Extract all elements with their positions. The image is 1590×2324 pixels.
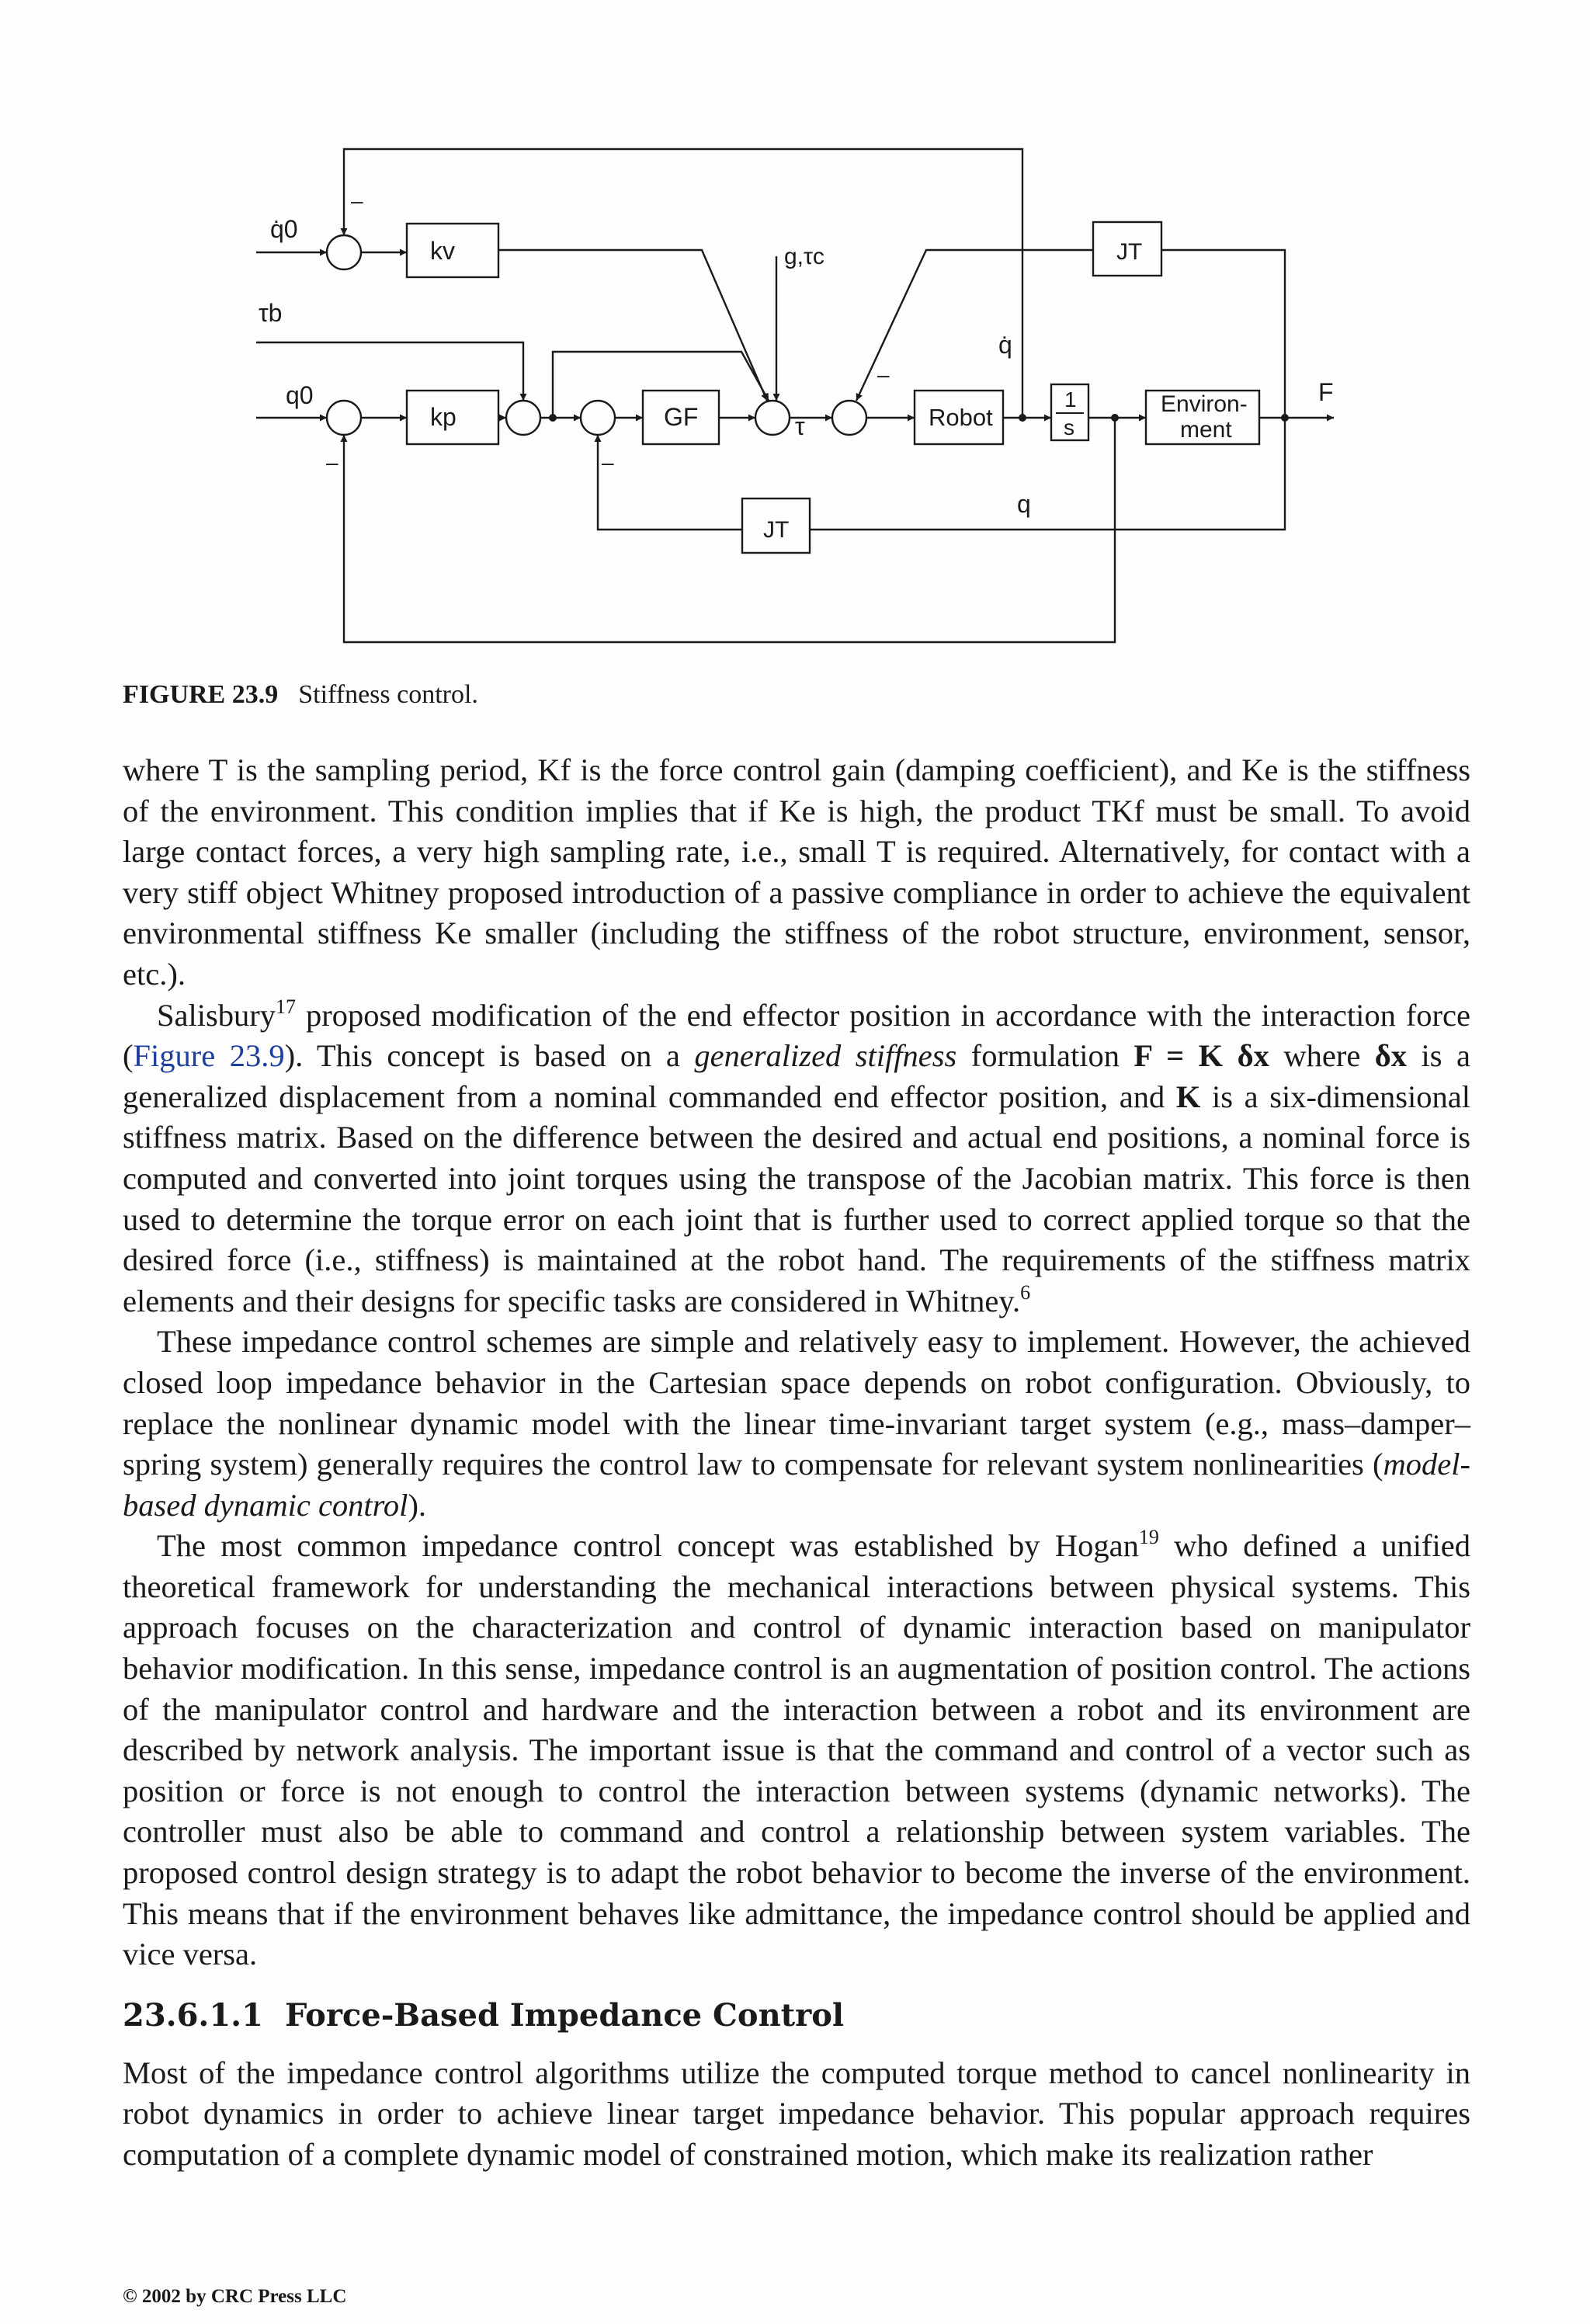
env-label-1: Environ- xyxy=(1161,391,1248,417)
signal-tau: τ xyxy=(795,412,805,440)
sum-junction-position xyxy=(327,401,361,435)
signal-q: q xyxy=(1017,490,1031,518)
signal-F: F xyxy=(1318,378,1334,406)
gf-label: GF xyxy=(664,403,699,431)
paragraph-3: These impedance control schemes are simple and relatively easy to implement. However, the achieved closed loop impedance behavior in the Cartesian space depends on robot configuration. Obviously, to replace the nonlinear dynamic model with the linear time-invariant target system (e.g., mass–damper–spring system) generally requires the control law to compensate for relevant system nonlinearities (model-based dynamic control). xyxy=(123,1324,1470,1523)
minus-sign: – xyxy=(602,450,614,474)
stiffness-control-block-diagram xyxy=(0,0,1590,683)
figure-caption xyxy=(123,680,478,710)
section-title: Force-Based Impedance Control xyxy=(284,1996,845,2034)
minus-sign: – xyxy=(877,363,890,387)
minus-sign: – xyxy=(326,450,338,474)
figure-caption-text: Stiffness control. xyxy=(298,680,478,709)
integrator-num: 1 xyxy=(1064,387,1077,412)
figure-label: FIGURE 23.9 xyxy=(123,680,279,709)
paragraph-1: where T is the sampling period, Kf is the force control gain (damping coefficient), and Ke is the stiffness of the environment. This condition implies that if Ke is high, the product TKf must be small. To avoid large contact forces, a very high sampling rate, i.e., small T is required. Alternatively, for contact with a very stiff object Whitney proposed introduction of a passive compliance in order to achieve the equivalent environmental stiffness Ke smaller (including the stiffness of the robot structure, environment, sensor, etc.). xyxy=(123,752,1470,992)
copyright-footer: © 2002 by CRC Press LLC xyxy=(123,2286,347,2307)
body-text xyxy=(123,750,1470,2176)
section-heading xyxy=(123,1996,1470,2036)
paragraph-4: The most common impedance control concept was established by Hogan$^{19}$ who defined a unified theoretical framework for understanding the mechanical interactions between physical systems. This approach focuses on the characterization and control of dynamic interaction based on manipulator behavior modification. In this sense, impedance control is an augmentation of position control. The actions of the manipulator control and hardware and the interaction between a robot and its environment are described by network analysis. The important issue is that the command and control of a vector such as position or force is not enough to control the interaction between systems (dynamic networks). The controller must also be able to command and control a relationship between system variables. The proposed control design strategy is to adapt the robot behavior to become the inverse of the environment. This means that if the environment behaves like admittance, the impedance control should be applied and vice versa. xyxy=(123,1526,1470,1972)
signal-qdot: q̇ xyxy=(998,331,1012,359)
section-number: 23.6.1.1 xyxy=(123,1996,263,2034)
env-label-2: ment xyxy=(1180,417,1232,443)
sum-junction-taub xyxy=(506,401,540,435)
sum-junction-robot xyxy=(832,401,866,435)
jt-bottom-label: JT xyxy=(763,517,790,543)
signal-q0: q0 xyxy=(286,381,314,409)
kv-label: kv xyxy=(430,237,455,265)
signal-taub: τb xyxy=(259,299,283,327)
paragraph-5: Most of the impedance control algorithms utilize the computed torque method to cancel nonlinearity in robot dynamics in order to achieve linear target impedance behavior. This popular approach requires computation of a complete dynamic model of constrained motion, which make its realization rather xyxy=(123,2055,1470,2172)
figure-link[interactable]: Figure 23.9 xyxy=(133,1038,285,1074)
signal-g-tauc: g,τc xyxy=(784,244,825,269)
sum-junction-force xyxy=(581,401,615,435)
paragraph-2: Salisbury$^{17}$ proposed modification of the end effector position in accordance with the interaction force (Figure 23.9). This concept is based on a generalized stiffness formulation F = K δx where δx is a generalized displacement from a nominal commanded end effector position, and K is a six-dimensional stiffness matrix. Based on the difference between the desired and actual end positions, a nominal force is computed and converted into joint torques using the transpose of the Jacobian matrix. This force is then used to determine the torque error on each joint that is further used to correct applied torque so that the desired force (i.e., stiffness) is maintained at the robot hand. The requirements of the stiffness matrix elements and their designs for specific tasks are considered in Whitney.$^6$ xyxy=(123,995,1470,1318)
jt-top-label: JT xyxy=(1116,239,1143,265)
sum-junction-torque xyxy=(755,401,790,435)
robot-label: Robot xyxy=(929,404,993,431)
sum-junction-velocity xyxy=(327,235,361,269)
minus-sign: – xyxy=(351,189,363,213)
kp-label: kp xyxy=(430,403,457,431)
signal-qdot0: q̇0 xyxy=(270,215,298,243)
formula: F = K δx xyxy=(1133,1038,1269,1074)
integrator-den: s xyxy=(1064,415,1074,439)
